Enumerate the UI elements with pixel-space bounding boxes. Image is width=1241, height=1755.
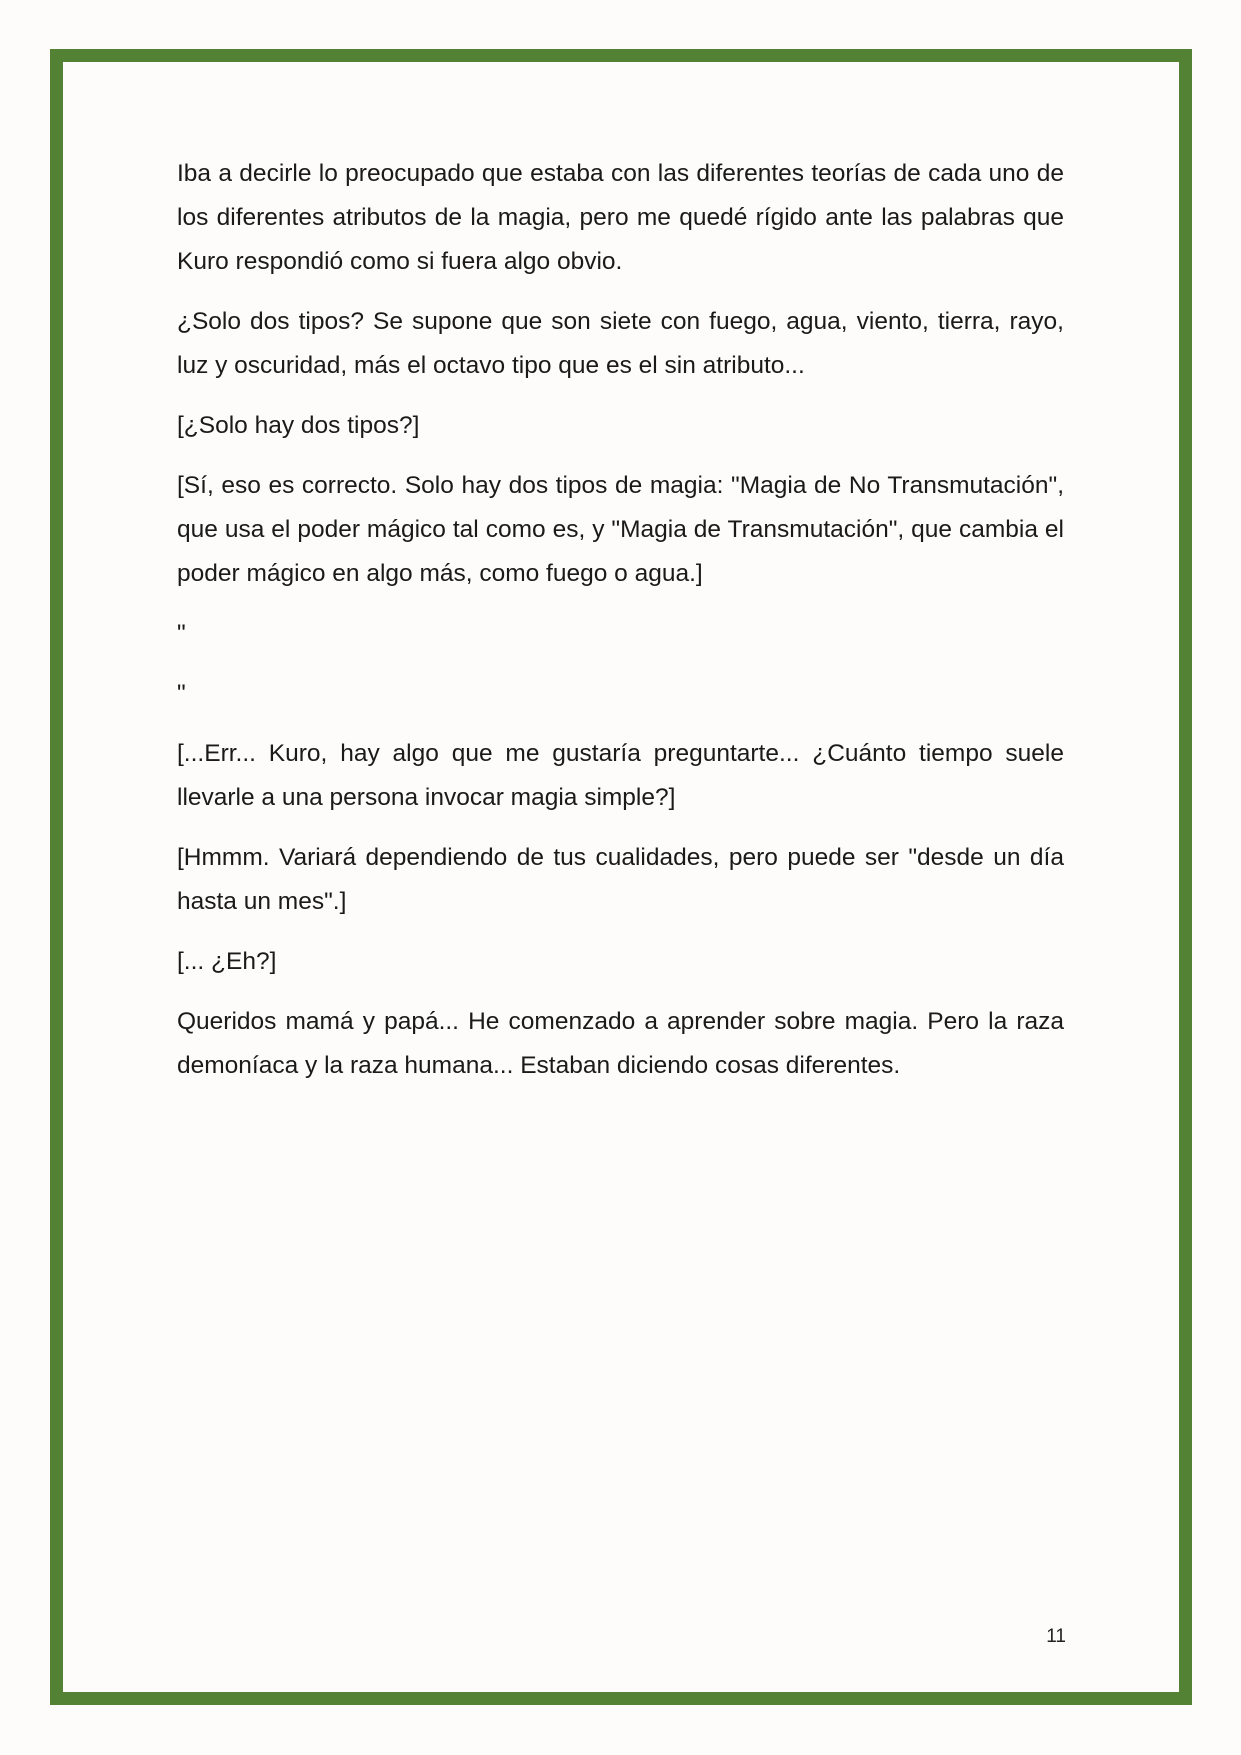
paragraph-4: [Sí, eso es correcto. Solo hay dos tipos de magia: "Magia de No Transmutación", que usa el poder mágico tal como es, y "Magia de Transmutación", que cambia el poder mágico en algo más, como fuego o agua.] bbox=[177, 472, 1064, 587]
paragraph-2: ¿Solo dos tipos? Se supone que son siete con fuego, agua, viento, tierra, rayo, luz y oscuridad, más el octavo tipo que es el sin atributo... bbox=[177, 308, 1064, 379]
paragraph-6: " bbox=[177, 680, 186, 707]
paragraph-3: [¿Solo hay dos tipos?] bbox=[177, 412, 420, 439]
paragraph-7: [...Err... Kuro, hay algo que me gustaría preguntarte... ¿Cuánto tiempo suele llevarle a una persona invocar magia simple?] bbox=[177, 740, 1064, 811]
paragraph-8: [Hmmm. Variará dependiendo de tus cualidades, pero puede ser "desde un día hasta un mes".] bbox=[177, 844, 1064, 915]
paragraph-9: [... ¿Eh?] bbox=[177, 948, 277, 975]
page-content bbox=[177, 152, 1064, 1104]
page-number: 11 bbox=[1046, 1626, 1066, 1647]
paragraph-5: " bbox=[177, 620, 186, 647]
paragraph-10: Queridos mamá y papá... He comenzado a aprender sobre magia. Pero la raza demoníaca y la raza humana... Estaban diciendo cosas diferentes. bbox=[177, 1008, 1064, 1079]
paragraph-1: Iba a decirle lo preocupado que estaba con las diferentes teorías de cada uno de los diferentes atributos de la magia, pero me quedé rígido ante las palabras que Kuro respondió como si fuera algo obvio. bbox=[177, 160, 1064, 275]
